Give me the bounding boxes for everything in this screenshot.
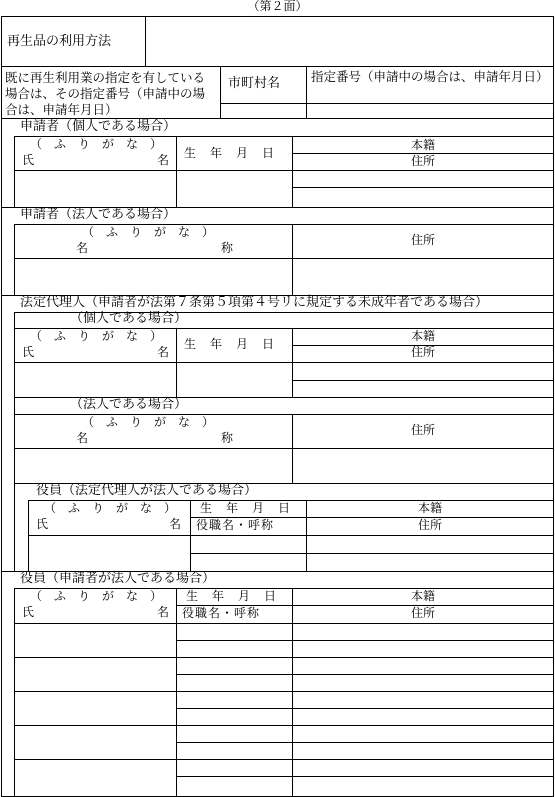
section-title-applicant-corporate: 申請者（法人である場合） (20, 207, 177, 222)
recycled-goods-field[interactable] (150, 20, 548, 64)
address-header: 住所 (410, 345, 435, 359)
divider (292, 187, 554, 188)
section-title-legal-representative: 法定代理人（申請者が法第７条第５項第４号リに規定する未成年者である場合） (20, 295, 489, 310)
divider (292, 380, 554, 381)
divider (14, 312, 15, 572)
divider (176, 708, 554, 709)
corp-address-field[interactable] (294, 260, 552, 294)
divider (14, 725, 554, 726)
officer-row-name-field[interactable] (16, 727, 174, 758)
furigana-header: （ ふ り が な ） (44, 501, 177, 515)
applicant-address-field[interactable] (294, 189, 552, 206)
section-title-applicant-individual: 申請者（個人である場合） (20, 119, 177, 134)
divider (14, 657, 554, 658)
rep-birth-date-field[interactable] (178, 364, 290, 396)
name-header-right: 名 (157, 345, 170, 359)
applicant-birth-date-field[interactable] (178, 172, 290, 206)
municipality-field[interactable] (223, 104, 303, 117)
address-header: 住所 (410, 233, 435, 247)
divider (176, 328, 177, 398)
page-number: （第２面） (247, 0, 308, 13)
address-header: 住所 (417, 518, 442, 532)
border-right (553, 16, 554, 797)
divider (14, 448, 554, 449)
officer-row-name-field[interactable] (16, 693, 174, 724)
subsection-title-rep-individual: （個人である場合） (70, 311, 188, 326)
divider (176, 588, 177, 797)
name-header-right: 名 (169, 517, 182, 531)
divider (14, 691, 554, 692)
divider (220, 66, 221, 118)
furigana-header: （ ふ り が な ） (30, 589, 163, 603)
divider (28, 500, 29, 572)
designation-number-header: 指定番号（申請中の場合は、申請年月日） (311, 69, 549, 84)
divider (176, 136, 177, 208)
rep-officer-domicile-field[interactable] (308, 537, 552, 552)
rep-corp-address-field[interactable] (294, 450, 552, 482)
rep-officer-birth-date-field[interactable] (192, 537, 304, 552)
corp-name-header-left: 名 (76, 431, 89, 445)
corp-name-field[interactable] (16, 260, 290, 294)
applicant-name-field[interactable] (16, 172, 174, 206)
recycled-goods-label: 再生品の利用方法 (7, 34, 112, 49)
name-header-right: 名 (157, 605, 170, 619)
rep-address-field[interactable] (294, 382, 552, 396)
furigana-header: （ ふ り が な ） (30, 137, 163, 151)
divider (190, 500, 191, 572)
subsection-title-rep-officers: 役員（法定代理人が法人である場合） (36, 483, 258, 498)
domicile-header: 本籍 (410, 589, 435, 603)
divider (14, 136, 15, 208)
address-header: 住所 (410, 423, 435, 437)
birth-date-header: 生 年 月 日 (184, 146, 276, 160)
birth-date-header: 生 年 月 日 (200, 501, 292, 515)
divider (176, 776, 554, 777)
name-header-left: 氏 (22, 345, 35, 359)
applicant-domicile-field[interactable] (294, 172, 552, 186)
officer-row-name-field[interactable] (16, 625, 174, 656)
divider (14, 623, 554, 624)
birth-date-header: 生 年 月 日 (184, 337, 276, 351)
domicile-header: 本籍 (410, 138, 435, 152)
corp-name-header-right: 称 (221, 431, 234, 445)
name-header-left: 氏 (36, 517, 49, 531)
divider (1, 66, 554, 67)
position-header: 役職名・呼称 (196, 518, 275, 532)
divider (190, 553, 554, 554)
corp-name-header-left: 名 (76, 241, 89, 255)
divider (14, 224, 15, 296)
name-header-left: 氏 (22, 153, 35, 167)
domicile-header: 本籍 (410, 329, 435, 343)
existing-designation-label: 既に再生利用業の指定を有している場合は、その指定番号（申請中の場合は、申請年月日） (5, 70, 206, 117)
furigana-header: （ ふ り が な ） (82, 225, 215, 239)
name-header-left: 氏 (22, 605, 35, 619)
officer-row-name-field[interactable] (16, 761, 174, 795)
divider (306, 66, 307, 118)
divider (1, 16, 554, 17)
divider (176, 640, 554, 641)
municipality-header: 市町村名 (228, 76, 281, 91)
name-header-right: 名 (157, 153, 170, 167)
subsection-title-rep-corporate: （法人である場合） (70, 397, 188, 412)
officer-row-name-field[interactable] (16, 659, 174, 690)
divider (14, 170, 554, 171)
address-header: 住所 (410, 154, 435, 168)
divider (176, 742, 554, 743)
divider (14, 258, 554, 259)
rep-officer-name-field[interactable] (30, 537, 188, 571)
furigana-header: （ ふ り が な ） (30, 329, 163, 343)
position-header: 役職名・呼称 (182, 606, 261, 620)
rep-officer-address-field[interactable] (308, 555, 552, 570)
divider (28, 535, 554, 536)
divider (14, 588, 15, 797)
domicile-header: 本籍 (417, 501, 442, 515)
section-title-applicant-officers: 役員（申請者が法人である場合） (20, 571, 216, 586)
divider (176, 674, 554, 675)
divider (14, 362, 554, 363)
border-left (1, 16, 2, 797)
corp-name-header-right: 称 (221, 241, 234, 255)
rep-corp-name-field[interactable] (16, 450, 290, 482)
furigana-header: （ ふ り が な ） (82, 415, 215, 429)
divider (14, 759, 554, 760)
rep-officer-position-field[interactable] (192, 555, 304, 570)
birth-date-header: 生 年 月 日 (186, 589, 278, 603)
divider (145, 16, 146, 67)
designation-number-field[interactable] (309, 104, 552, 117)
rep-domicile-field[interactable] (294, 364, 552, 378)
address-header: 住所 (410, 606, 435, 620)
rep-name-field[interactable] (16, 364, 174, 396)
